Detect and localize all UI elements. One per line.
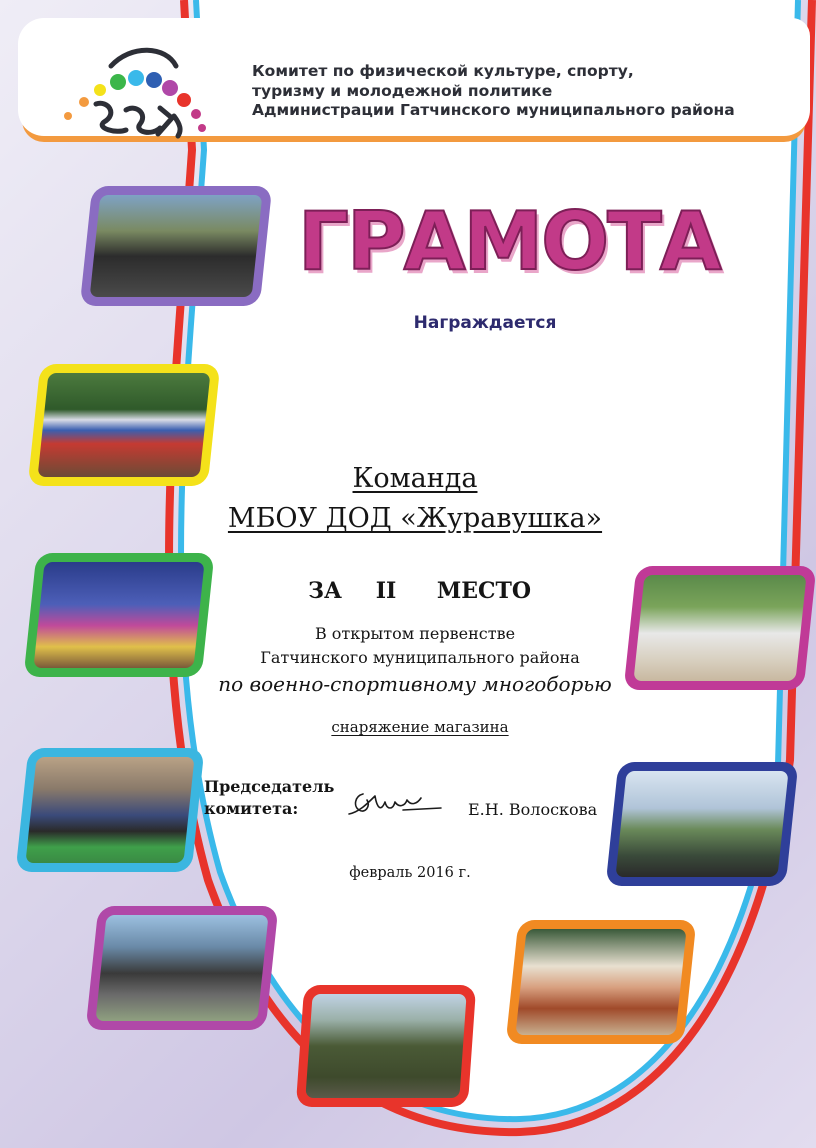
signatory-name: Е.Н. Волоскова [468, 800, 598, 819]
photo-team-gym [15, 748, 204, 872]
photo-street-jump [605, 762, 798, 886]
photo-military-uniforms [296, 985, 477, 1107]
header-panel [18, 18, 810, 136]
place-za: ЗА [308, 578, 342, 604]
certificate-title: ГРАМОТА [298, 195, 720, 288]
org-line-3: Администрации Гатчинского муниципального района [252, 101, 735, 119]
issue-date: февраль 2016 г. [349, 865, 471, 881]
photo-stage-performers [85, 906, 278, 1030]
organization-name [252, 62, 812, 121]
place-number: II [375, 578, 397, 604]
event-line-3: по военно-спортивному многоборью [218, 672, 612, 696]
event-line-1: В открытом первенстве [314, 624, 516, 643]
signatory-role [204, 776, 334, 820]
photo-dancers-stage [23, 553, 214, 677]
committee-logo [56, 44, 226, 144]
event-line-2: Гатчинского муниципального района [260, 648, 580, 667]
org-line-1: Комитет по физической культуре, спорту, [252, 62, 634, 80]
event-line-4: снаряжение магазина [331, 718, 509, 736]
signatory-role-line-1: Председатель [204, 777, 335, 796]
org-line-2: туризму и молодежной политике [252, 81, 553, 100]
photo-flag-crowd [28, 364, 221, 486]
place-word: МЕСТО [436, 578, 532, 604]
awarded-label: Награждается [413, 313, 557, 333]
signatory-role-line-2: комитета: [204, 799, 299, 818]
photo-youth-square [623, 566, 816, 690]
photo-group-outdoor [80, 186, 273, 306]
photo-folk-costumes [505, 920, 696, 1044]
handwritten-signature [345, 784, 445, 822]
team-line-2: МБОУ ДОД «Журавушка» [227, 503, 603, 534]
team-line-1: Команда [352, 463, 478, 494]
